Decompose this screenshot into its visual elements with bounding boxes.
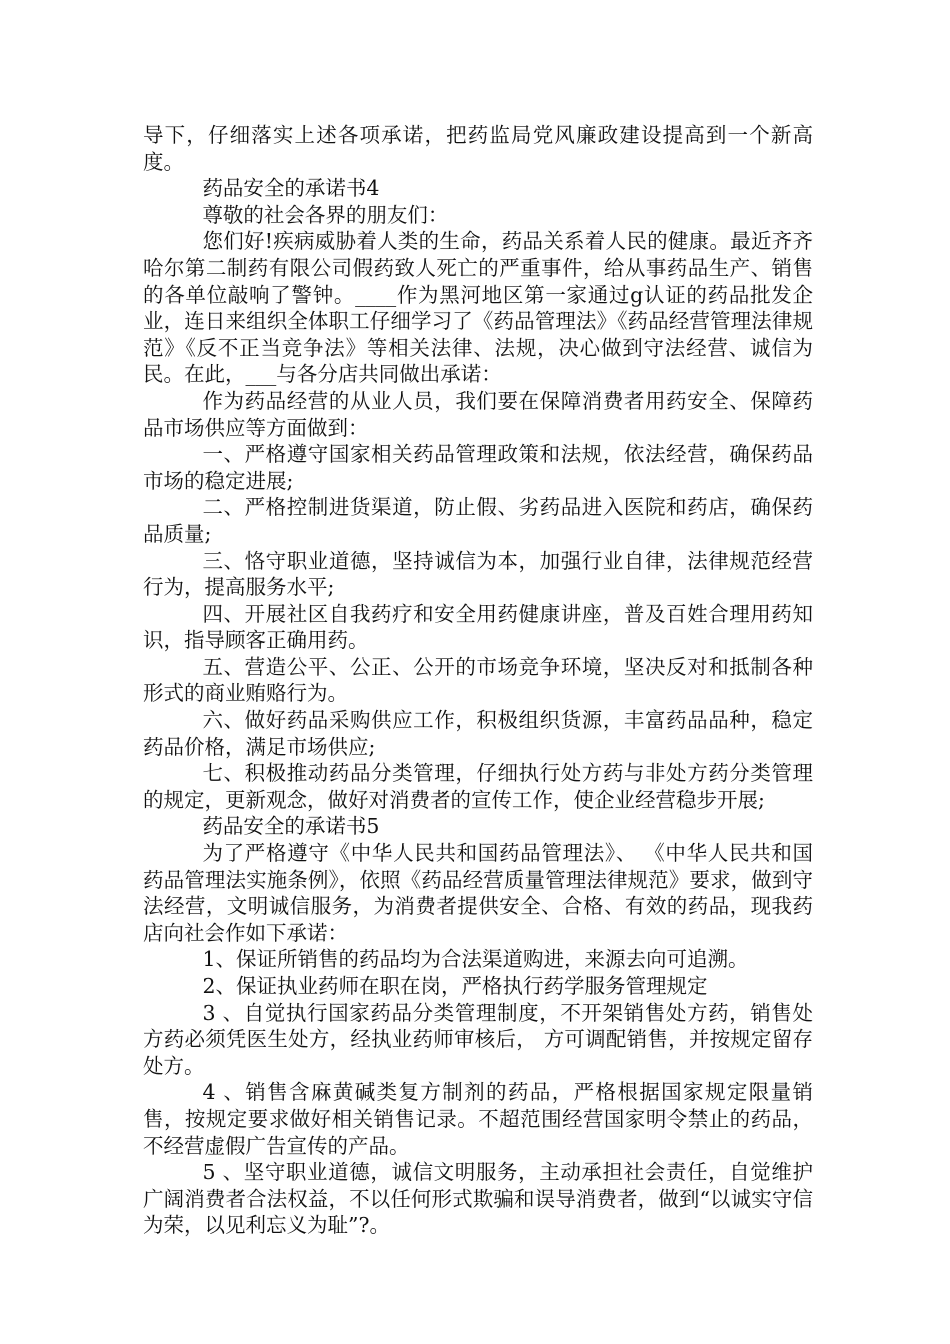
numbered-item-4: 4 、销售含麻黄碱类复方制剂的药品，严格根据国家规定限量销售，按规定要求做好相关销售记录。不超范围经营国家明令禁止的药品，不经营虚假广告宣传的产品。 (143, 1080, 813, 1158)
list-item-4: 四、开展社区自我药疗和安全用药健康讲座，普及百姓合理用药知识，指导顾客正确用药。 (143, 601, 813, 653)
numbered-item-3: 3 、自觉执行国家药品分类管理制度，不开架销售处方药，销售处方药必须凭医生处方，经执业药师审核后， 方可调配销售，并按规定留存处方。 (143, 1000, 813, 1078)
paragraph-preamble: 为了严格遵守《中华人民共和国药品管理法》、 《中华人民共和国药品管理法实施条例》，依照《药品经营质量管理法律规范》要求，做到守法经营，文明诚信服务，为消费者提供安全、合格、有效的药品，现我药店向社会作如下承诺： (143, 841, 813, 945)
numbered-item-2: 2、保证执业药师在职在岗，严格执行药学服务管理规定 (202, 974, 708, 998)
list-item-2: 二、严格控制进货渠道，防止假、劣药品进入医院和药店，确保药品质量; (143, 495, 813, 546)
paragraph-commitment-lead: 作为药品经营的从业人员，我们要在保障消费者用药安全、保障药品市场供应等方面做到： (143, 388, 813, 440)
list-item-1: 一、严格遵守国家相关药品管理政策和法规，依法经营，确保药品市场的稳定进展; (143, 442, 813, 493)
numbered-item-1: 1、保证所销售的药品均为合法渠道购进，来源去向可追溯。 (202, 947, 749, 972)
list-item-6: 六、做好药品采购供应工作，积极组织货源，丰富药品品种，稳定药品价格，满足市场供应; (143, 708, 813, 759)
section-heading-4: 药品安全的承诺书4 (202, 176, 380, 201)
paragraph-intro: 您们好!疾病威胁着人类的生命，药品关系着人民的健康。最近齐齐哈尔第二制药有限公司假药致人死亡的严重事件，给从事药品生产、销售的各单位敲响了警钟。____作为黑河地区第一家通过g认证的药品批发企业，连日来组织全体职工仔细学习了《药品管理法》《药品经营管理法律规范》《反不正当竞争法》等相关法律、法规，决心做到守法经营、诚信为民。在此，___与各分店共同做出承诺： (143, 229, 813, 387)
list-item-7: 七、积极推动药品分类管理，仔细执行处方药与非处方药分类管理的规定，更新观念，做好对消费者的宣传工作，使企业经营稳步开展; (143, 761, 813, 812)
numbered-item-5: 5 、坚守职业道德，诚信文明服务，主动承担社会责任，自觉维护广阔消费者合法权益，不以任何形式欺骗和误导消费者，做到“以诚实守信为荣，以见利忘义为耻”?。 (143, 1160, 813, 1238)
document-body (143, 122, 813, 1239)
salutation: 尊敬的社会各界的朋友们： (202, 202, 449, 227)
list-item-5: 五、营造公平、公正、公开的市场竞争环境，坚决反对和抵制各种形式的商业贿赂行为。 (143, 654, 813, 706)
paragraph-continuation: 导下，仔细落实上述各项承诺，把药监局党风廉政建设提高到一个新高度。 (143, 123, 813, 174)
section-heading-5: 药品安全的承诺书5 (202, 814, 380, 839)
list-item-3: 三、恪守职业道德，坚持诚信为本，加强行业自律，法律规范经营行为，提高服务水平; (143, 548, 813, 600)
